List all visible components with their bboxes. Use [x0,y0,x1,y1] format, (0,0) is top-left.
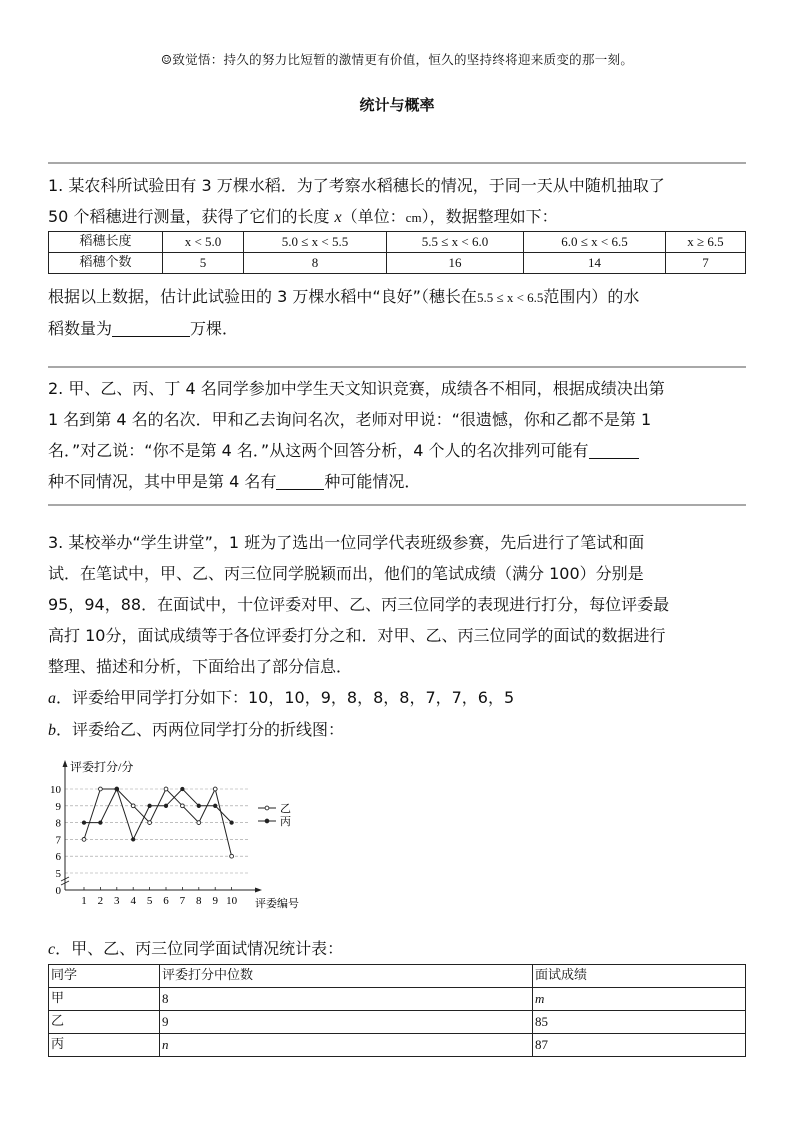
y-tick-label: 10 [50,784,61,796]
data-point [99,787,103,791]
question-3 [48,527,748,746]
q3-item-a: a．评委给甲同学打分如下：10，10，9，8，8，8，7，7，6，5 [48,688,515,707]
table-cell: 5 [163,253,244,274]
x-tick-label: 10 [226,895,238,907]
y-axis-label: 评委打分/分 [70,760,134,774]
var-x: x [334,209,342,226]
x-tick-label: 2 [97,895,104,907]
chart-ticks [50,784,238,907]
rice-length-table [48,231,746,274]
data-point [164,787,168,791]
y-tick-label: 7 [55,834,61,847]
table-cell: 乙 [49,1011,160,1034]
q3-line5: 整理、描述和分析，下面给出了部分信息． [48,657,353,676]
chart-grid [65,789,248,873]
data-point [82,838,86,842]
table-row [49,965,746,988]
table-cell: 7 [666,253,746,274]
y-tick-label: 0 [55,885,61,897]
answer-blank[interactable] [276,471,324,490]
x-axis-label: 评委编号 [255,898,299,910]
data-point [197,804,200,807]
data-point [181,787,184,790]
chart-axes [61,760,262,893]
table-cell: 稻穗长度 [49,232,163,253]
answer-blank[interactable] [589,440,639,459]
x-tick-label: 5 [146,895,153,907]
x-tick-label: 8 [196,895,202,907]
question-1-cont [48,281,748,344]
table-cell: n [160,1034,533,1057]
q3-line4: 高打 10分，面试成绩等于各位评委打分之和．对甲、乙、丙三位同学的面试的数据进行 [48,626,666,645]
table-row [49,1011,746,1034]
data-point [213,787,217,791]
x-tick-label: 9 [212,895,218,907]
table-row [49,988,746,1011]
y-tick-label: 9 [55,800,61,813]
x-tick-label: 1 [81,895,87,907]
answer-blank[interactable] [112,318,190,337]
divider [48,162,746,164]
table-cell: 8 [244,253,387,274]
table-cell: m [533,988,746,1011]
table-cell: 丙 [49,1034,160,1057]
divider [48,504,746,506]
y-tick-label: 6 [55,851,61,864]
unit-cm: cm [405,210,422,225]
data-point [148,804,151,807]
table-cell: 9 [160,1011,533,1034]
q2-line1: 2. 甲、乙、丙、丁 4 名同学参加中学生天文知识竞赛，成绩各不相同，根据成绩决出第 [48,379,665,398]
table-cell: 5.0 ≤ x < 5.5 [244,232,387,253]
table-cell: x < 5.0 [163,232,244,253]
q2-line4: 种不同情况，其中甲是第 4 名有 种可能情况． [48,472,421,491]
q3-item-b: b．评委给乙、丙两位同学打分的折线图： [48,720,345,739]
data-point [82,821,85,824]
table-cell: 稻穗个数 [49,253,163,274]
x-tick-label: 7 [179,895,186,907]
range-expression: 5.5 ≤ x < 6.5 [476,290,544,305]
legend-label: 丙 [280,816,291,828]
y-tick-label: 8 [55,817,61,830]
q1-line1: 1. 某农科所试验田有 3 万棵水稻．为了考察水稻穗长的情况，于同一天从中随机抽取了 [48,176,665,195]
table-cell: 6.0 ≤ x < 6.5 [524,232,666,253]
table-cell: 5.5 ≤ x < 6.0 [387,232,524,253]
legend-marker [265,806,269,810]
q3-line2: 试．在笔试中，甲、乙、丙三位同学脱颖而出，他们的笔试成绩（满分 100）分别是 [48,564,644,583]
table-cell: 8 [160,988,533,1011]
y-tick-label: 5 [55,868,61,880]
table-row [49,1034,746,1057]
interview-stats-table [48,964,746,1057]
data-point [214,804,217,807]
question-3-item-c [48,933,748,965]
question-1 [48,170,748,233]
line-chart [48,755,338,915]
table-header-cell: 面试成绩 [533,965,746,988]
table-cell: x ≥ 6.5 [666,232,746,253]
motto-banner: ☺致觉悟：持久的努力比短暂的激情更有价值，恒久的坚持终将迎来质变的那一刻。 [160,52,634,67]
data-point [230,854,234,858]
q3-line1: 3. 某校举办“学生讲堂”，1 班为了选出一位同学代表班级参赛，先后进行了笔试和面 [48,533,645,552]
data-point [164,804,167,807]
y-axis-arrow [63,760,68,767]
table-cell: 87 [533,1034,746,1057]
table-cell: 85 [533,1011,746,1034]
divider [48,366,746,368]
q1-line4: 稻数量为 万棵． [48,319,239,338]
data-point [99,821,102,824]
table-row [49,253,746,274]
data-point [131,804,135,808]
data-point [230,821,233,824]
question-2 [48,373,748,497]
q3-line3: 95，94，88．在面试中，十位评委对甲、乙、丙三位同学的表现进行打分，每位评委最 [48,595,670,614]
table-cell: 14 [524,253,666,274]
chart-legend [258,802,291,828]
table-cell: 16 [387,253,524,274]
x-tick-label: 6 [163,895,169,907]
page-title: 统计与概率 [359,96,435,114]
series-line [84,789,232,839]
data-point [115,787,118,790]
q3-item-c: c．甲、乙、丙三位同学面试情况统计表： [48,939,344,958]
x-tick-label: 4 [130,895,136,907]
legend-marker [265,819,269,823]
data-point [197,821,201,825]
table-header-cell: 同学 [49,965,160,988]
table-cell: 甲 [49,988,160,1011]
q1-line2: 50 个稻穗进行测量，获得了它们的长度 x（单位：cm），数据整理如下： [48,207,558,226]
x-axis-arrow [255,888,262,893]
legend-label: 乙 [280,803,291,815]
q1-line3: 根据以上数据，估计此试验田的 3 万棵水稻中“良好”（穗长在5.5 ≤ x < 6.5范围内）的水 [48,287,640,306]
q2-line2: 1 名到第 4 名的名次．甲和乙去询问名次，老师对甲说：“很遗憾，你和乙都不是第 1 [48,410,652,429]
q2-line3: 名．”对乙说：“你不是第 4 名．”从这两个回答分析，4 个人的名次排列可能有 [48,435,748,466]
table-row [49,232,746,253]
table-header-cell: 评委打分中位数 [160,965,533,988]
data-point [132,838,135,841]
data-point [181,804,185,808]
data-point [148,821,152,825]
x-tick-label: 3 [114,895,120,907]
